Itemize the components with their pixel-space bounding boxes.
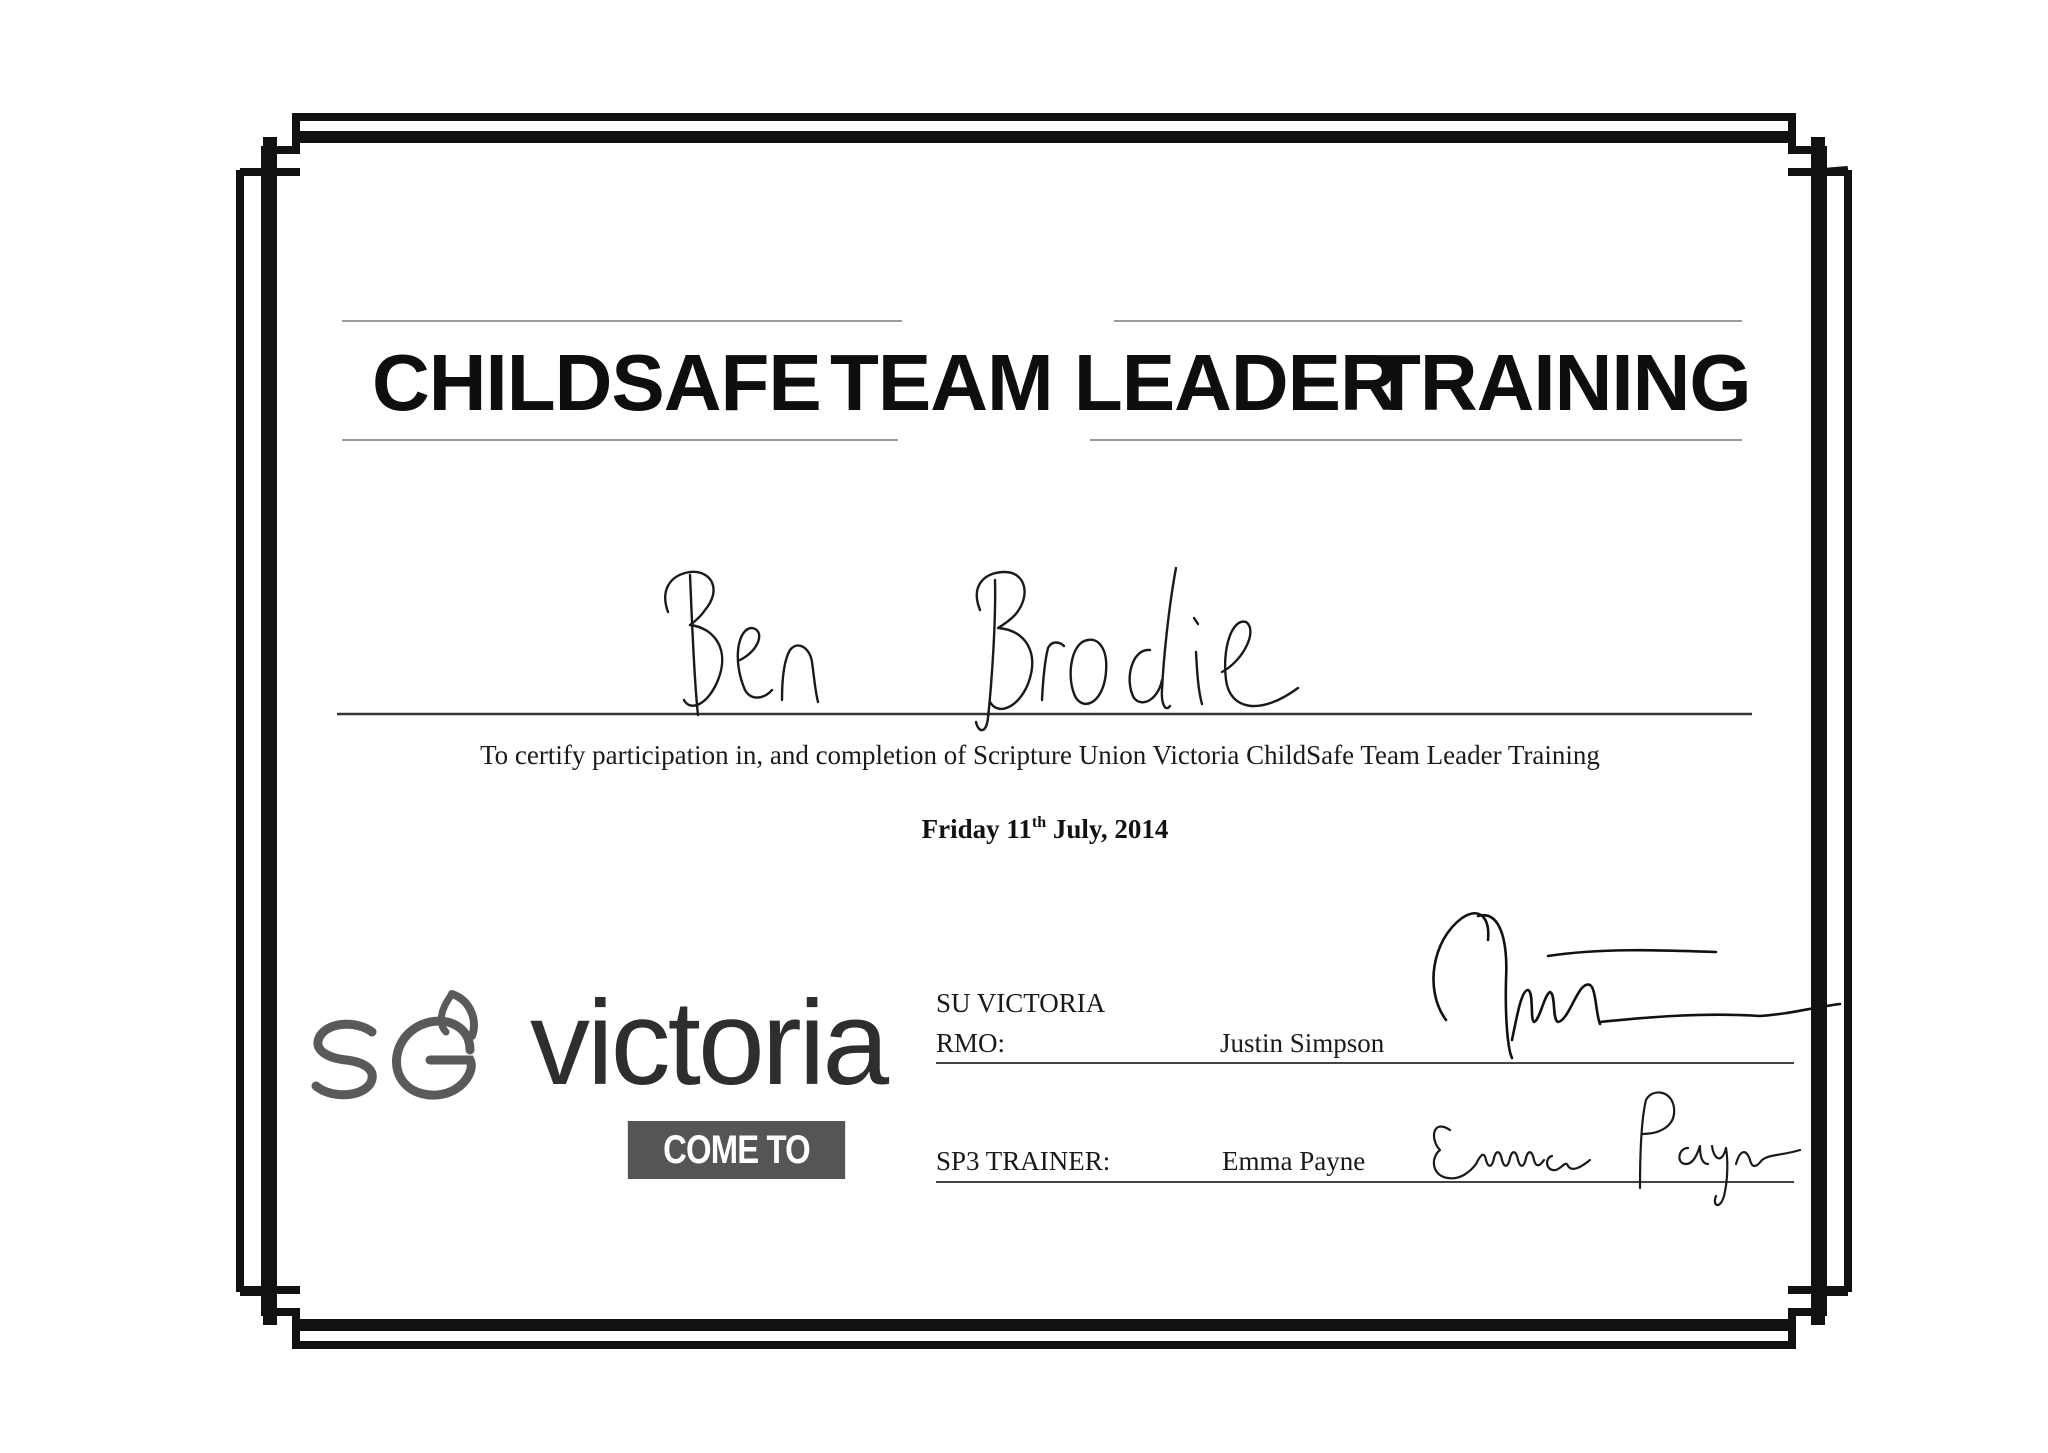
trainer-role: SP3 TRAINER: (936, 1146, 1111, 1176)
date-rest: July, 2014 (1046, 814, 1169, 844)
title-team-leader: TEAM LEADER (830, 338, 1397, 427)
trainer-name: Emma Payne (1222, 1146, 1366, 1176)
certificate-date (700, 805, 1390, 847)
su-logo-icon (316, 994, 474, 1095)
date-suffix: th (1031, 814, 1047, 831)
title-training: TRAINING (1372, 338, 1751, 427)
rmo-signature-mark (1433, 913, 1840, 1058)
certify-statement: To certify participation in, and completion of Scripture Union Victoria ChildSafe Team Leader Training (480, 740, 1600, 770)
logo-wordmark: victoria (530, 976, 887, 1110)
trainer-signature-mark (1434, 1092, 1800, 1205)
rmo-role-line1: SU VICTORIA (936, 988, 1106, 1018)
title-childsafe: CHILDSAFE (372, 338, 821, 427)
logo-tagline: COME TO LIFE (628, 1121, 845, 1179)
recipient-signature-mark (665, 568, 1298, 730)
rmo-role-line2: RMO: (936, 1028, 1006, 1058)
date-day: Friday 11 (921, 814, 1032, 844)
rmo-name: Justin Simpson (1220, 1028, 1385, 1058)
